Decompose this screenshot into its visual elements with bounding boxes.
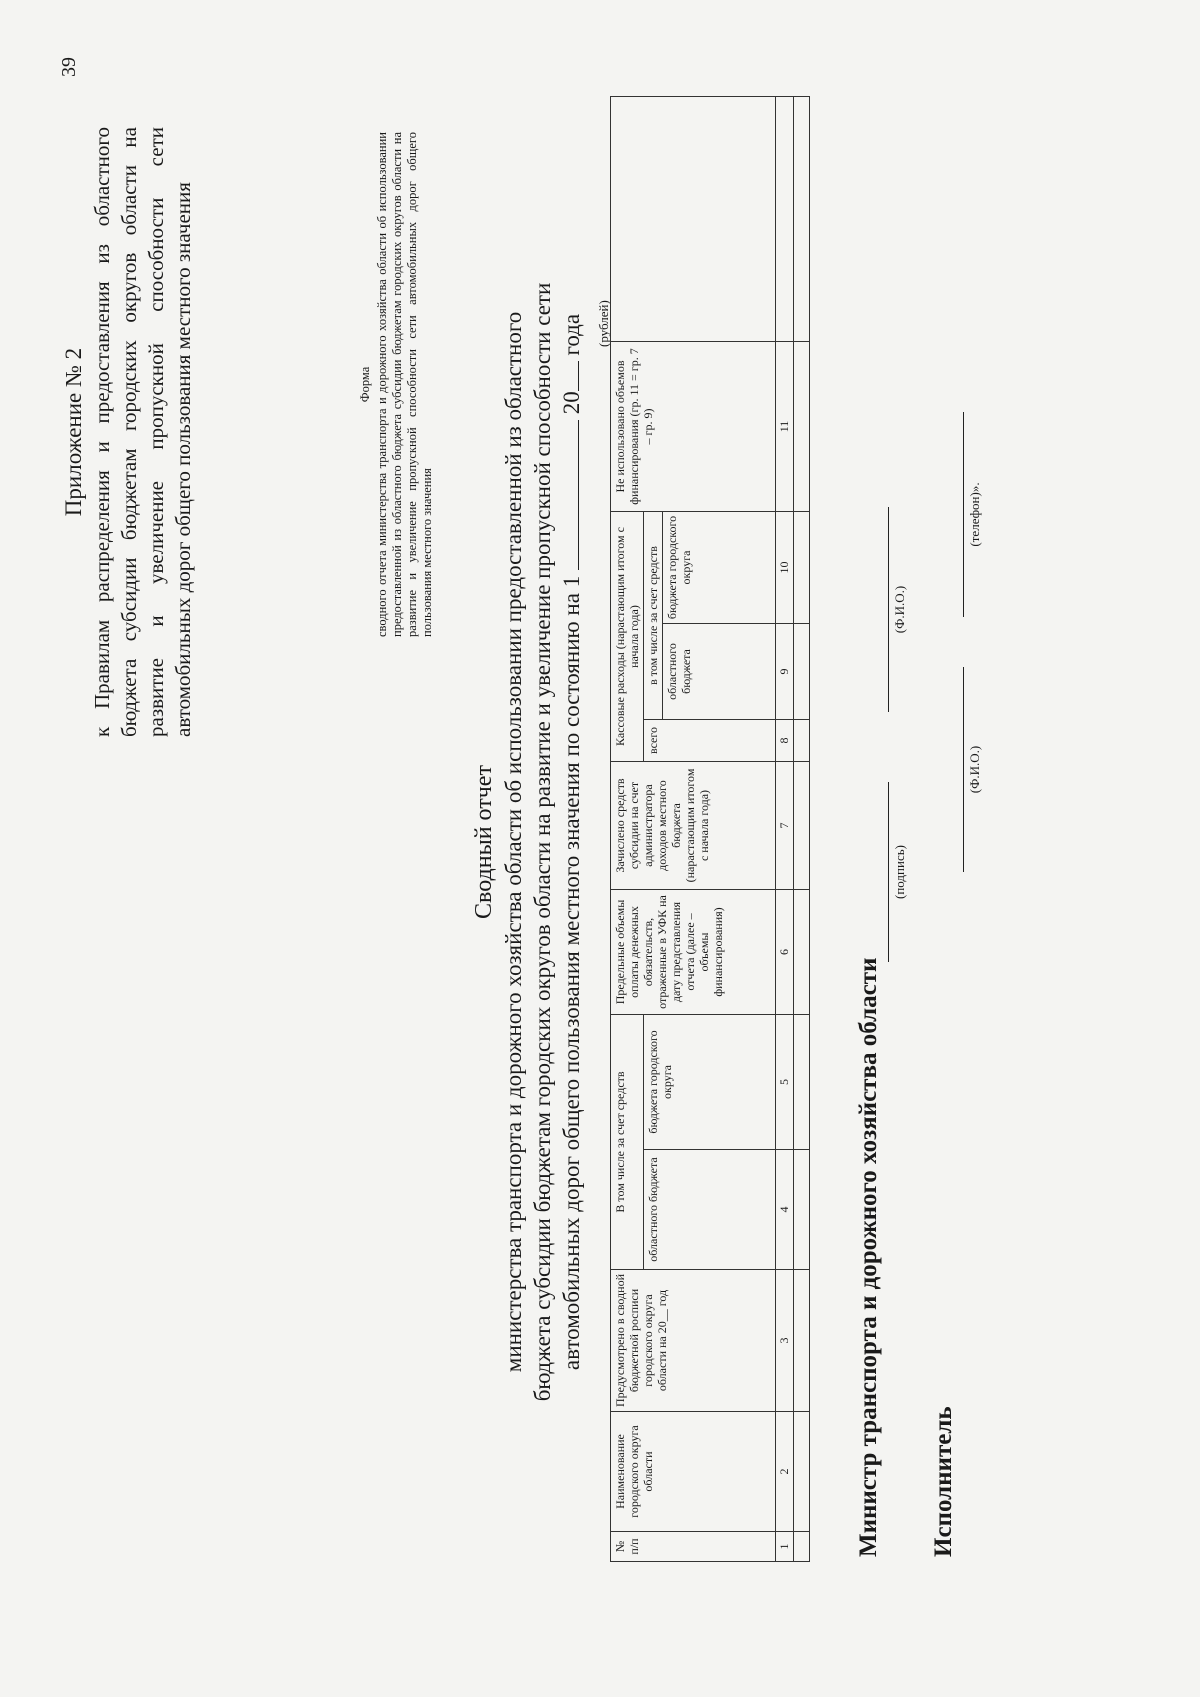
units-label: (рублей) xyxy=(596,300,611,347)
column-number: 2 xyxy=(776,1412,794,1532)
table-header-row xyxy=(611,97,644,1562)
column-number: 8 xyxy=(776,720,794,762)
table-cell[interactable] xyxy=(794,512,810,624)
header-col-8: всего xyxy=(644,720,776,762)
header-col-2: Наименование городского округа области xyxy=(611,1412,776,1532)
table-cell[interactable] xyxy=(794,1270,810,1412)
report-table xyxy=(610,96,810,1562)
table-cell[interactable] xyxy=(794,342,810,512)
column-number-row xyxy=(776,97,794,1562)
header-extra-col xyxy=(611,97,776,342)
header-col-5: бюджета городского округа xyxy=(644,1015,776,1150)
date-day-month-blank[interactable] xyxy=(558,420,579,570)
column-number: 3 xyxy=(776,1270,794,1412)
report-title xyxy=(470,137,586,1547)
column-number: 1 xyxy=(776,1532,794,1562)
column-number: 4 xyxy=(776,1150,794,1270)
form-block xyxy=(358,132,435,637)
table-cell[interactable] xyxy=(794,97,810,342)
minister-label: Министр транспорта и дорожного хозяйства области xyxy=(855,957,882,1557)
header-group-8-10: Кассовые расходы (нарастающим итогом с начала года) xyxy=(611,512,644,762)
table-cell[interactable] xyxy=(794,890,810,1015)
column-number: 11 xyxy=(776,342,794,512)
name-line[interactable] xyxy=(888,507,889,712)
table-cell[interactable] xyxy=(794,720,810,762)
appendix-block xyxy=(60,127,197,737)
executor-name-caption: (Ф.И.О.) xyxy=(967,745,982,794)
header-group-4-5: В том числе за счет средств xyxy=(611,1015,644,1270)
executor-name-line[interactable] xyxy=(963,667,964,872)
table-row xyxy=(794,97,810,1562)
header-col-9: областного бюджета xyxy=(663,624,776,720)
appendix-title: Приложение № 2 xyxy=(61,347,86,517)
table-cell[interactable] xyxy=(794,624,810,720)
table-cell[interactable] xyxy=(794,1412,810,1532)
form-description: сводного отчета министерства транспорта и дорожного хозяйства области об использовании предоставленной из областного бюджета субсидии бюджетам городских округов области на развитие и увеличение пропускной способности сети автомобильных дорог общего пользования местного значения xyxy=(375,132,434,637)
header-col-11: Не использовано объемов финансирования (гр. 11 = гр. 7 – гр. 9) xyxy=(611,342,776,512)
column-number: 10 xyxy=(776,512,794,624)
phone-line[interactable] xyxy=(963,412,964,617)
report-title-line-1: министерства транспорта и дорожного хозяйства области об использовании предоставленной из областного xyxy=(501,311,526,1373)
column-number: 5 xyxy=(776,1015,794,1150)
executor-label: Исполнитель xyxy=(930,1406,957,1557)
date-year-blank[interactable] xyxy=(558,361,579,391)
column-number: 9 xyxy=(776,624,794,720)
table-cell[interactable] xyxy=(794,1015,810,1150)
column-number-extra xyxy=(776,97,794,342)
header-col-4: областного бюджета xyxy=(644,1150,776,1270)
header-col-6: Предельные объемы оплаты денежных обязательств, отраженные в УФК на дату представления отчета (далее – объемы финансирования) xyxy=(611,890,776,1015)
report-date-text: автомобильных дорог общего пользования местного значения по состоянию на 1 xyxy=(559,575,584,1371)
appendix-body: к Правилам распределения и предоставления из областного бюджета субсидии бюджетам городских округов области на развитие и увеличение пропускной способности сети автомобильных дорог общего пользования местного значения xyxy=(90,127,195,737)
table-cell[interactable] xyxy=(794,1532,810,1562)
header-col-7: Зачислено средств субсидии на счет администратора доходов местного бюджета (нарастающим итогом с начала года) xyxy=(611,762,776,890)
table-cell[interactable] xyxy=(794,1150,810,1270)
report-title-line-2: бюджета субсидии бюджетам городских округов области на развитие и увеличение пропускной способности сети xyxy=(530,282,555,1402)
report-name: Сводный отчет xyxy=(471,765,497,919)
phone-caption: (телефон)». xyxy=(967,482,982,547)
page-number: 39 xyxy=(58,57,80,77)
name-caption: (Ф.И.О.) xyxy=(892,585,907,634)
report-year-suffix: года xyxy=(559,313,584,356)
column-number: 7 xyxy=(776,762,794,890)
form-title: Форма xyxy=(358,366,372,403)
header-col-10: бюджета городского округа xyxy=(663,512,776,624)
column-number: 6 xyxy=(776,890,794,1015)
signature-line[interactable] xyxy=(888,782,889,962)
table-cell[interactable] xyxy=(794,762,810,890)
header-group-9-10: в том числе за счет средств xyxy=(644,512,663,720)
header-col-1: № п/п xyxy=(611,1532,776,1562)
signature-caption: (подпись) xyxy=(892,845,907,899)
header-col-3: Предусмотрено в сводной бюджетной росписи городского округа области на 20__ год xyxy=(611,1270,776,1412)
report-year-prefix: 20 xyxy=(559,391,584,415)
report-title-line-3 xyxy=(557,137,586,1547)
